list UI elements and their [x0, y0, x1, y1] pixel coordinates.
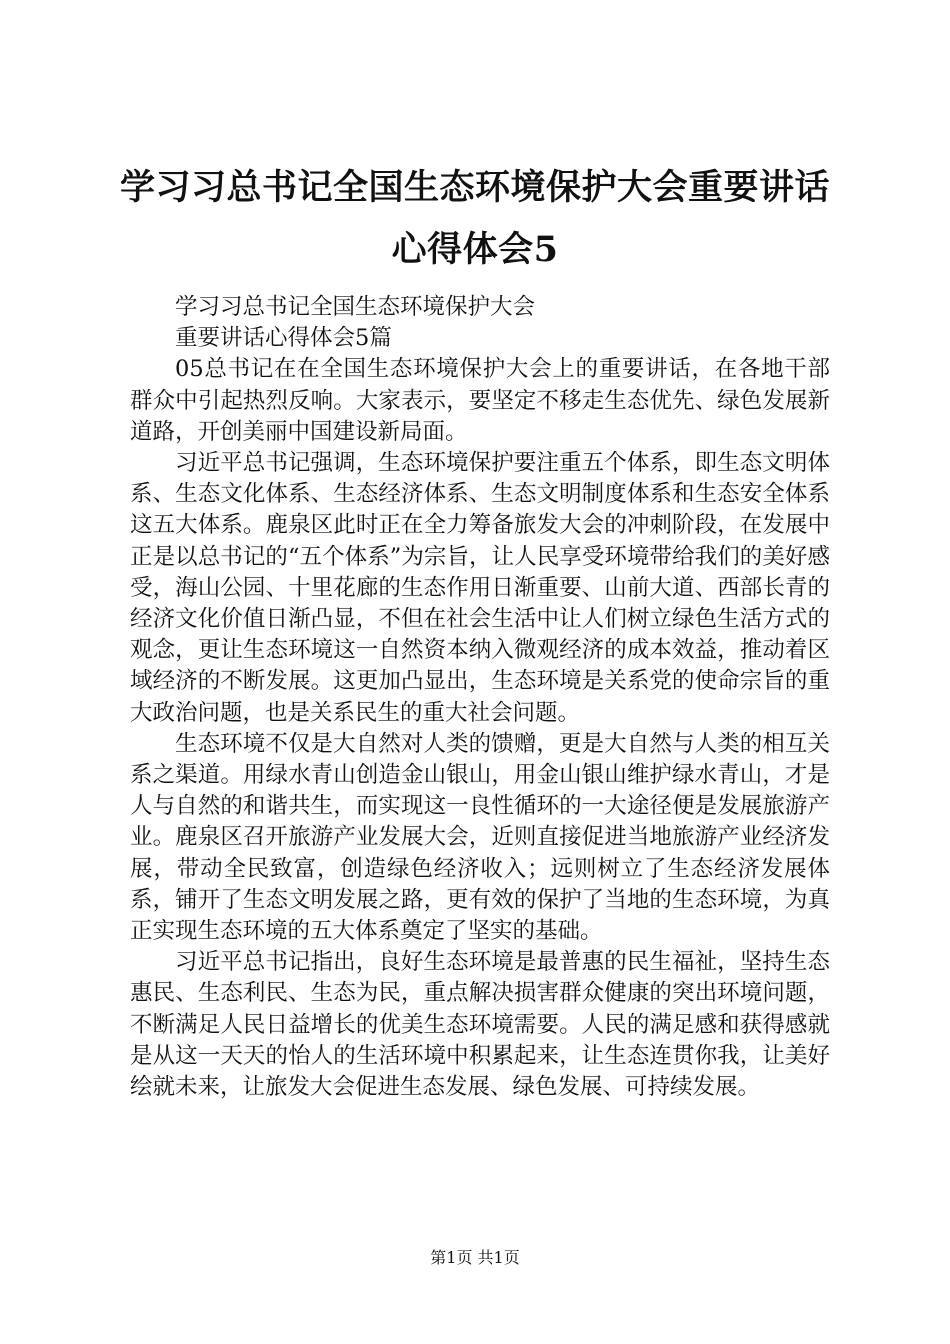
paragraph-subtitle-2: 重要讲话心得体会5篇 — [175, 325, 392, 352]
page-footer: 第1页 共1页 — [430, 1248, 520, 1267]
document-title-line-1: 学习习总书记全国生态环境保护大会重要讲话 — [119, 167, 830, 208]
paragraph: 05总书记在在全国生态环境保护大会上的重要讲话，在各地干部群众中引起热烈反响。大家表示，要坚定不移走生态优先、绿色发展新道路，开创美丽中国建设新局面。 — [130, 356, 830, 445]
document-title-line-2: 心得体会5 — [391, 229, 559, 270]
paragraph: 习近平总书记指出，良好生态环境是最普惠的民生福祉，坚持生态惠民、生态利民、生态为民，重点解决损害群众健康的突出环境问题，不断满足人民日益增长的优美生态环境需要。人民的满足感和获得感就是从这一天天的怡人的生活环境中积累起来，让生态连贯你我，让美好绘就未来，让旅发大会促进生态发展、绿色发展、可持续发展。 — [130, 949, 830, 1101]
paragraph-subtitle-1: 学习习总书记全国生态环境保护大会 — [175, 294, 536, 320]
paragraph: 习近平总书记强调，生态环境保护要注重五个体系，即生态文明体系、生态文化体系、生态经济体系、生态文明制度体系和生态安全体系这五大体系。鹿泉区此时正在全力筹备旅发大会的冲刺阶段，在发展中正是以总书记的“五个体系”为宗旨，让人民享受环境带给我们的美好感受，海山公园、十里花廊的生态作用日渐重要、山前大道、西部长青的经济文化价值日渐凸显，不但在社会生活中让人们树立绿色生活方式的观念，更让生态环境这一自然资本纳入微观经济的成本效益，推动着区域经济的不断发展。这更加凸显出，生态环境是关系党的使命宗旨的重大政治问题，也是关系民生的重大社会问题。 — [130, 450, 830, 726]
document-body — [130, 292, 830, 1103]
paragraph: 生态环境不仅是大自然对人类的馈赠，更是大自然与人类的相互关系之渠道。用绿水青山创造金山银山，用金山银山维护绿水青山，才是人与自然的和谐共生，而实现这一良性循环的一大途径便是发展旅游产业。鹿泉区召开旅游产业发展大会，近则直接促进当地旅游产业经济发展，带动全民致富，创造绿色经济收入；远则树立了生态经济发展体系，铺开了生态文明发展之路，更有效的保护了当地的生态环境，为真正实现生态环境的五大体系奠定了坚实的基础。 — [130, 730, 830, 945]
